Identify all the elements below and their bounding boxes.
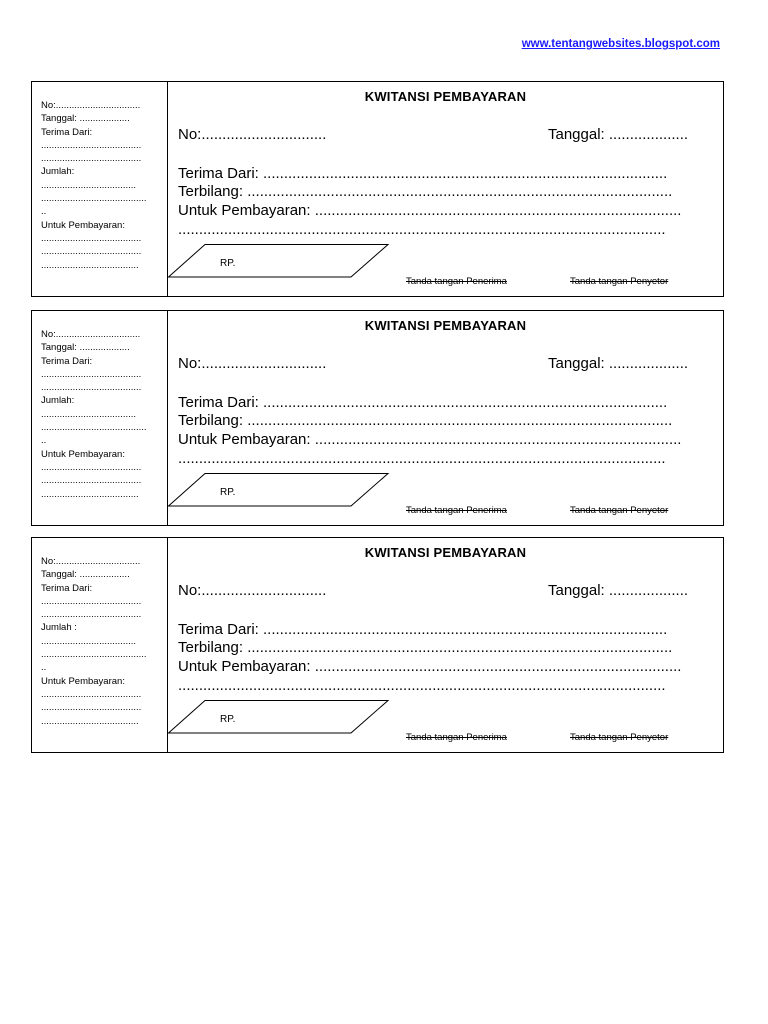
stub-line: Tanggal: ................... — [41, 569, 130, 581]
signature-penerima: Tanda tangan Penerima — [406, 732, 507, 743]
stub-line: Jumlah : — [41, 622, 77, 634]
amount-parallelogram — [168, 244, 398, 278]
stub-line: ...................................... — [41, 475, 142, 487]
stub-line: Tanggal: ................... — [41, 113, 130, 125]
field-tanggal: Tanggal: ................... — [548, 355, 689, 372]
stub-line: ...................................... — [41, 595, 142, 607]
receipt-stub — [32, 82, 168, 296]
stub-line: .. — [41, 435, 47, 447]
stub-line: ........................................ — [41, 422, 147, 434]
field-terbilang: Terbilang: ...................................................................................................... — [178, 183, 673, 200]
stub-line: Untuk Pembayaran: — [41, 675, 125, 687]
stub-line: ..................................... — [41, 488, 139, 500]
amount-label: RP. — [220, 258, 236, 269]
field-terima-dari: Terima Dari: ................................................................................................. — [178, 165, 668, 182]
receipt-2 — [31, 310, 724, 526]
stub-line: ...................................... — [41, 139, 142, 151]
stub-line: ..................................... — [41, 715, 139, 727]
blog-link[interactable]: www.tentangwebsites.blogspot.com — [521, 38, 720, 50]
field-no: No:.............................. — [178, 126, 327, 143]
field-untuk-pembayaran: Untuk Pembayaran: ........................................................................................ — [178, 202, 682, 219]
stub-line: Jumlah: — [41, 395, 75, 407]
stub-line: ...................................... — [41, 382, 142, 394]
receipt-main — [168, 538, 723, 752]
receipt-1 — [31, 81, 724, 297]
receipt-title: KWITANSI PEMBAYARAN — [364, 545, 527, 560]
stub-line: ...................................... — [41, 232, 142, 244]
stub-line: .. — [41, 206, 47, 218]
amount-parallelogram — [168, 700, 398, 734]
stub-line: .................................... — [41, 179, 137, 191]
stub-line: .. — [41, 662, 47, 674]
field-no: No:.............................. — [178, 582, 327, 599]
stub-line: .................................... — [41, 408, 137, 420]
receipt-stub — [32, 538, 168, 752]
stub-line: No:................................ — [41, 556, 141, 567]
stub-line: Terima Dari: — [41, 126, 93, 138]
signature-penyetor: Tanda tangan Penyetor — [570, 505, 669, 516]
stub-line: Terima Dari: — [41, 582, 93, 594]
receipt-main — [168, 311, 723, 525]
stub-line: ........................................ — [41, 649, 147, 661]
amount-label: RP. — [220, 714, 236, 725]
signature-penerima: Tanda tangan Penerima — [406, 276, 507, 287]
stub-line: Terima Dari: — [41, 355, 93, 367]
stub-line: ...................................... — [41, 153, 142, 165]
stub-line: ...................................... — [41, 688, 142, 700]
field-terima-dari: Terima Dari: ................................................................................................. — [178, 394, 668, 411]
stub-line: ...................................... — [41, 246, 142, 258]
stub-line: Jumlah: — [41, 166, 75, 178]
receipt-title: KWITANSI PEMBAYARAN — [364, 318, 527, 333]
signature-penyetor: Tanda tangan Penyetor — [570, 732, 669, 743]
field-tanggal: Tanggal: ................... — [548, 582, 689, 599]
stub-line: ...................................... — [41, 702, 142, 714]
receipt-main — [168, 82, 723, 296]
receipt-3 — [31, 537, 724, 753]
receipt-stub — [32, 311, 168, 525]
field-terbilang: Terbilang: ...................................................................................................... — [178, 639, 673, 656]
amount-parallelogram — [168, 473, 398, 507]
field-dotted-line: ..................................................................................................................... — [178, 450, 666, 467]
field-no: No:.............................. — [178, 355, 327, 372]
stub-line: .................................... — [41, 635, 137, 647]
field-tanggal: Tanggal: ................... — [548, 126, 689, 143]
field-terbilang: Terbilang: ...................................................................................................... — [178, 412, 673, 429]
stub-line: No:................................ — [41, 100, 141, 111]
signature-penerima: Tanda tangan Penerima — [406, 505, 507, 516]
stub-line: ...................................... — [41, 609, 142, 621]
stub-line: ...................................... — [41, 368, 142, 380]
receipt-title: KWITANSI PEMBAYARAN — [364, 89, 527, 104]
stub-line: Untuk Pembayaran: — [41, 219, 125, 231]
field-untuk-pembayaran: Untuk Pembayaran: ........................................................................................ — [178, 431, 682, 448]
amount-label: RP. — [220, 487, 236, 498]
stub-line: Untuk Pembayaran: — [41, 448, 125, 460]
stub-line: No:................................ — [41, 329, 141, 340]
signature-penyetor: Tanda tangan Penyetor — [570, 276, 669, 287]
field-untuk-pembayaran: Untuk Pembayaran: ........................................................................................ — [178, 658, 682, 675]
field-dotted-line: ..................................................................................................................... — [178, 221, 666, 238]
stub-line: ..................................... — [41, 259, 139, 271]
stub-line: ...................................... — [41, 461, 142, 473]
field-dotted-line: ..................................................................................................................... — [178, 677, 666, 694]
stub-line: Tanggal: ................... — [41, 342, 130, 354]
stub-line: ........................................ — [41, 193, 147, 205]
field-terima-dari: Terima Dari: ................................................................................................. — [178, 621, 668, 638]
